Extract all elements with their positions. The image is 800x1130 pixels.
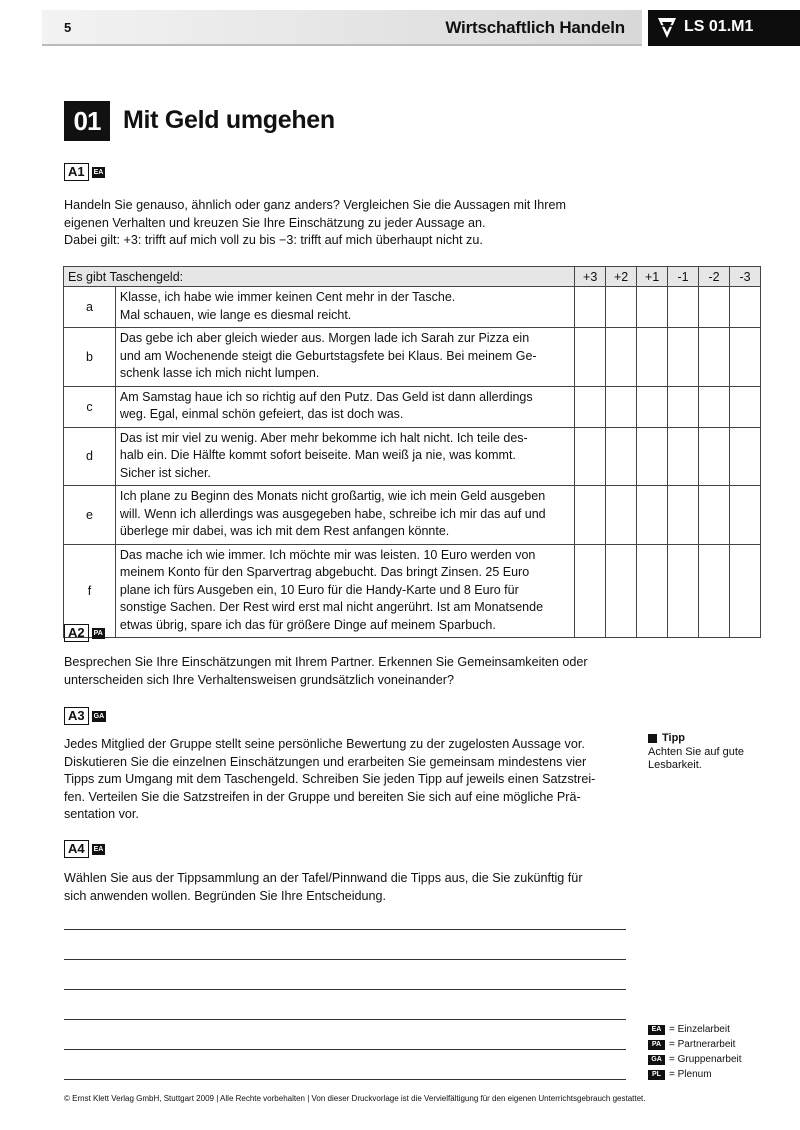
task-a2-text xyxy=(64,654,634,689)
work-mode-badge: GA xyxy=(93,712,105,720)
rating-cell[interactable] xyxy=(730,427,761,486)
rating-cell[interactable] xyxy=(730,328,761,387)
answer-line[interactable] xyxy=(64,1079,626,1080)
legend-text: = Gruppenarbeit xyxy=(669,1054,742,1065)
statement-cell xyxy=(115,328,574,387)
legend-badge: PA xyxy=(648,1040,665,1050)
rating-cell[interactable] xyxy=(606,386,637,427)
answer-line[interactable] xyxy=(64,929,626,930)
rating-cell[interactable] xyxy=(637,486,668,545)
statement-line: halb ein. Die Hälfte kommt sofort beiseite. Man weiß ja nie, was kommt. xyxy=(119,448,516,462)
legend-text: = Plenum xyxy=(669,1069,712,1080)
statement-line: Ich plane zu Beginn des Monats nicht großartig, wie ich mein Geld ausgeben xyxy=(119,489,546,503)
text-line: Handeln Sie genauso, ähnlich oder ganz anders? Vergleichen Sie die Aussagen mit Ihrem xyxy=(64,198,566,212)
lesson-code-box xyxy=(648,10,800,46)
legend-item xyxy=(648,1052,742,1067)
legend-item xyxy=(648,1067,742,1082)
legend-text: = Partnerarbeit xyxy=(669,1039,736,1050)
page-header xyxy=(0,10,800,46)
work-mode-legend xyxy=(648,1022,742,1082)
rating-cell[interactable] xyxy=(575,486,606,545)
tipp-box xyxy=(648,732,744,773)
statement-line: und am Wochenende steigt die Geburtstagsfete bei Klaus. Bei meinem Ge- xyxy=(119,348,537,363)
tipp-line: Lesbarkeit. xyxy=(648,759,702,771)
statement-cell xyxy=(115,486,574,545)
rating-cell[interactable] xyxy=(606,427,637,486)
rating-cell[interactable] xyxy=(637,386,668,427)
rating-cell[interactable] xyxy=(637,544,668,638)
task-a3-heading xyxy=(64,707,106,725)
statement-line: Sicher ist sicher. xyxy=(119,465,211,480)
table-row xyxy=(64,544,761,638)
table-header-label: Es gibt Taschengeld: xyxy=(64,267,575,287)
task-a4-text xyxy=(64,870,624,905)
answer-line[interactable] xyxy=(64,1049,626,1050)
task-label: A2 xyxy=(64,624,89,642)
statement-cell xyxy=(115,386,574,427)
rating-cell[interactable] xyxy=(730,544,761,638)
row-letter: d xyxy=(64,427,116,486)
statement-cell xyxy=(115,427,574,486)
rating-cell[interactable] xyxy=(730,386,761,427)
rating-cell[interactable] xyxy=(575,544,606,638)
statement-line: sonstige Sachen. Der Rest wird erst mal nicht angerührt. Ist am Monatsende xyxy=(119,600,544,614)
work-mode-badge: EA xyxy=(93,845,104,853)
rating-cell[interactable] xyxy=(699,287,730,328)
rating-cell[interactable] xyxy=(668,386,699,427)
statement-line: Mal schauen, wie lange es diesmal reicht. xyxy=(119,307,352,322)
statement-line: Das gebe ich aber gleich wieder aus. Morgen lade ich Sarah zur Pizza ein xyxy=(119,331,530,345)
rating-cell[interactable] xyxy=(730,287,761,328)
statement-cell xyxy=(115,287,574,328)
rating-cell[interactable] xyxy=(668,486,699,545)
rating-cell[interactable] xyxy=(730,486,761,545)
tipp-title: Tipp xyxy=(662,732,686,744)
table-header-row xyxy=(64,267,761,287)
rating-cell[interactable] xyxy=(575,287,606,328)
text-line: Dabei gilt: +3: trifft auf mich voll zu bis −3: trifft auf mich überhaupt nicht zu. xyxy=(64,233,483,247)
rating-cell[interactable] xyxy=(668,544,699,638)
task-a4-heading xyxy=(64,840,105,858)
statement-cell xyxy=(115,544,574,638)
rating-cell[interactable] xyxy=(575,386,606,427)
work-mode-badge: EA xyxy=(93,168,104,176)
rating-table xyxy=(63,266,761,638)
statement-line: meinem Konto für den Sparvertrag abgebucht. Das bringt Zinsen. 25 Euro xyxy=(119,565,530,579)
legend-item xyxy=(648,1037,742,1052)
rating-cell[interactable] xyxy=(699,544,730,638)
text-line: fen. Verteilen Sie die Satzstreifen in der Gruppe und bereiten Sie sich auf eine mögliche Prä- xyxy=(64,789,581,804)
legend-text: = Einzelarbeit xyxy=(669,1024,730,1035)
text-line: eigenen Verhalten und kreuzen Sie Ihre Einschätzung zu jeder Aussage an. xyxy=(64,215,486,230)
page-title: Mit Geld umgehen xyxy=(123,106,335,134)
table-row xyxy=(64,328,761,387)
task-label: A3 xyxy=(64,707,89,725)
rating-cell[interactable] xyxy=(699,486,730,545)
table-row xyxy=(64,386,761,427)
task-a1-text xyxy=(64,197,624,250)
legend-badge: GA xyxy=(648,1055,665,1065)
rating-cell[interactable] xyxy=(699,427,730,486)
publisher-logo-icon xyxy=(656,16,678,40)
task-label: A4 xyxy=(64,840,89,858)
square-bullet-icon xyxy=(648,734,657,743)
table-row xyxy=(64,287,761,328)
text-line: Tipps zum Umgang mit dem Taschengeld. Schreiben Sie jeden Tipp auf jeweils einen Satzstrei- xyxy=(64,772,596,786)
task-a3-text xyxy=(64,736,634,824)
row-letter: c xyxy=(64,386,116,427)
legend-badge: EA xyxy=(648,1025,665,1035)
text-line: Jedes Mitglied der Gruppe stellt seine persönliche Bewertung zu der zugelosten Aussage vor. xyxy=(64,737,585,751)
copyright-footer: © Ernst Klett Verlag GmbH, Stuttgart 2009 | Alle Rechte vorbehalten | Von dieser Druckvorlage ist die Vervielfältigung für den eigenen Unterrichtsgebrauch gestattet. xyxy=(64,1094,646,1103)
scale-header: -2 xyxy=(699,267,730,287)
task-a1-heading xyxy=(64,163,105,181)
table-row xyxy=(64,427,761,486)
statement-line: Klasse, ich habe wie immer keinen Cent mehr in der Tasche. xyxy=(119,290,456,304)
row-letter: b xyxy=(64,328,116,387)
legend-badge: PL xyxy=(648,1070,665,1080)
statement-line: schenk lasse ich mich nicht lumpen. xyxy=(119,366,320,380)
scale-header: +3 xyxy=(575,267,606,287)
scale-header: +1 xyxy=(637,267,668,287)
text-line: unterscheiden sich Ihre Verhaltensweisen grundsätzlich voneinander? xyxy=(64,672,454,687)
section-title: Wirtschaftlich Handeln xyxy=(445,18,625,37)
answer-line[interactable] xyxy=(64,1019,626,1020)
task-label: A1 xyxy=(64,163,89,181)
statement-line: will. Wenn ich allerdings was ausgegeben habe, schreibe ich mir das auf und xyxy=(119,506,546,521)
rating-cell[interactable] xyxy=(575,328,606,387)
tipp-heading xyxy=(648,732,744,746)
task-a2-heading xyxy=(64,624,105,642)
legend-item xyxy=(648,1022,742,1037)
statement-line: weg. Egal, einmal schön gefeiert, das ist doch was. xyxy=(119,407,404,421)
rating-cell[interactable] xyxy=(606,544,637,638)
answer-line[interactable] xyxy=(64,989,626,990)
scale-header: -1 xyxy=(668,267,699,287)
scale-header: +2 xyxy=(606,267,637,287)
text-line: Wählen Sie aus der Tippsammlung an der Tafel/Pinnwand die Tipps aus, die Sie zukünftig für xyxy=(64,871,583,885)
statement-line: plane ich fürs Ausgeben ein, 10 Euro für die Handy-Karte und 8 Euro für xyxy=(119,582,519,597)
row-letter: e xyxy=(64,486,116,545)
statement-line: überlege mir dabei, was ich mit dem Rest anfangen könnte. xyxy=(119,524,450,538)
scale-header: -3 xyxy=(730,267,761,287)
rating-cell[interactable] xyxy=(606,287,637,328)
rating-cell[interactable] xyxy=(699,328,730,387)
page-number: 5 xyxy=(64,20,72,35)
rating-cell[interactable] xyxy=(606,486,637,545)
rating-cell[interactable] xyxy=(637,287,668,328)
text-line: Diskutieren Sie die einzelnen Einschätzungen und erarbeiten Sie gemeinsam mindestens vier xyxy=(64,754,587,769)
row-letter: a xyxy=(64,287,116,328)
rating-cell[interactable] xyxy=(668,427,699,486)
rating-cell[interactable] xyxy=(575,427,606,486)
statement-line: etwas übrig, spare ich das für größere Dinge auf meinem Sparbuch. xyxy=(119,617,496,632)
tipp-line: Achten Sie auf gute xyxy=(648,745,745,758)
statement-line: Das ist mir viel zu wenig. Aber mehr bekomme ich halt nicht. Ich teile des- xyxy=(119,430,528,445)
answer-line[interactable] xyxy=(64,959,626,960)
work-mode-badge: PA xyxy=(93,629,103,637)
text-line: sentation vor. xyxy=(64,807,139,821)
rating-cell[interactable] xyxy=(699,386,730,427)
chapter-number: 01 xyxy=(64,101,110,141)
rating-cell[interactable] xyxy=(637,427,668,486)
statement-line: Das mache ich wie immer. Ich möchte mir was leisten. 10 Euro werden von xyxy=(119,547,536,562)
row-letter: f xyxy=(64,544,116,638)
statement-line: Am Samstag haue ich so richtig auf den Putz. Das Geld ist dann allerdings xyxy=(119,389,533,404)
rating-cell[interactable] xyxy=(668,328,699,387)
text-line: Besprechen Sie Ihre Einschätzungen mit Ihrem Partner. Erkennen Sie Gemeinsamkeiten oder xyxy=(64,655,588,669)
rating-cell[interactable] xyxy=(606,328,637,387)
lesson-code: LS 01.M1 xyxy=(684,18,754,35)
text-line: sich anwenden wollen. Begründen Sie Ihre Entscheidung. xyxy=(64,888,387,903)
rating-cell[interactable] xyxy=(637,328,668,387)
rating-cell[interactable] xyxy=(668,287,699,328)
table-row xyxy=(64,486,761,545)
